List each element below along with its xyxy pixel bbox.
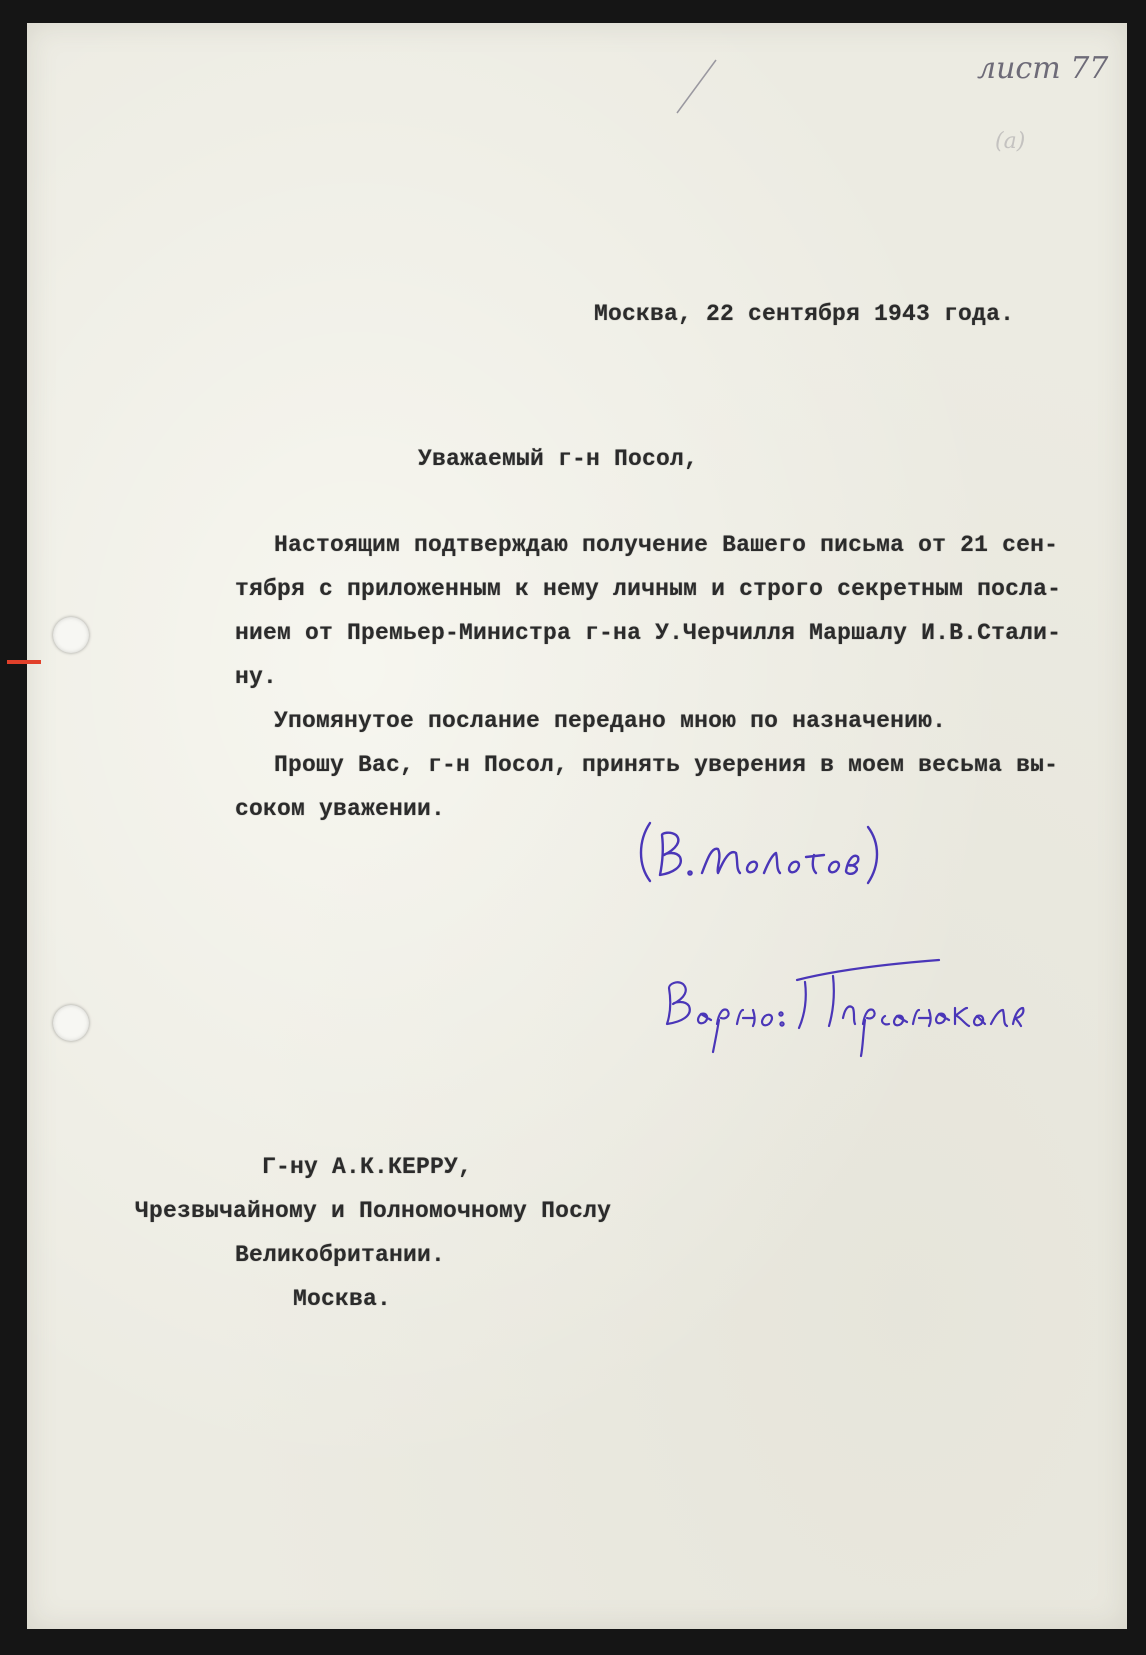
salutation: Уважаемый г-н Посол, <box>418 446 699 472</box>
archive-number: лист 77 <box>977 51 1109 86</box>
attestation-text: Верно: Пирпенская <box>657 928 668 929</box>
signature-text: (В.Молотов) <box>632 813 639 814</box>
body-line-1: Настоящим подтверждаю получение Вашего письма от 21 сен- <box>274 532 1059 558</box>
body-line-7: соком уважении. <box>235 796 446 822</box>
margin-mark <box>7 660 41 664</box>
pencil-stroke <box>672 58 722 118</box>
body-line-3: нием от Премьер-Министра г-на У.Черчилля Маршалу И.В.Стали- <box>235 620 1062 646</box>
addressee-line-3: Великобритании. <box>235 1242 446 1268</box>
document-page <box>27 23 1127 1629</box>
binder-hole-bottom <box>53 1005 89 1041</box>
signature-molotov <box>632 813 892 893</box>
body-line-5: Упомянутое послание передано мною по назначению. <box>274 708 947 734</box>
place-date: Москва, 22 сентября 1943 года. <box>594 301 1015 327</box>
binder-hole-top <box>53 617 89 653</box>
addressee-line-4: Москва. <box>293 1286 392 1312</box>
body-line-2: тября с приложенным к нему личным и строго секретным посла- <box>235 576 1062 602</box>
attestation-signature <box>657 928 1027 1068</box>
addressee-line-1: Г-ну А.К.КЕРРУ, <box>262 1154 473 1180</box>
archive-subnumber: (a) <box>995 129 1026 154</box>
body-line-4: ну. <box>235 664 278 690</box>
addressee-line-2: Чрезвычайному и Полномочному Послу <box>135 1198 612 1224</box>
body-line-6: Прошу Вас, г-н Посол, принять уверения в моем весьма вы- <box>274 752 1059 778</box>
